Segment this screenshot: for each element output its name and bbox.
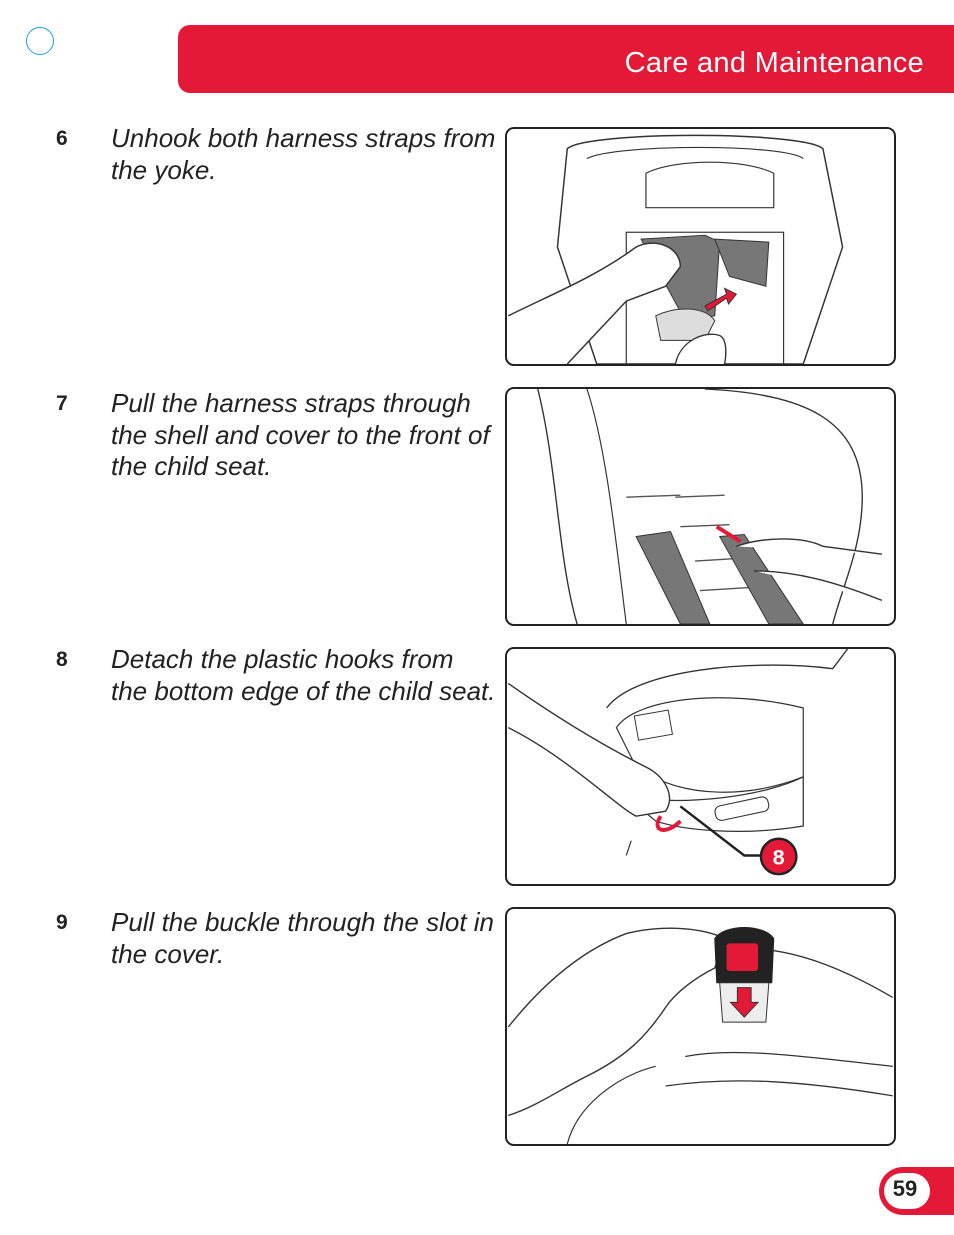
- illustration-seat-front: [507, 389, 894, 624]
- step-number: 7: [56, 392, 68, 415]
- figure-pull-buckle: [505, 907, 896, 1146]
- step-number: 9: [56, 911, 68, 934]
- illustration-yoke: [507, 129, 894, 364]
- step-instruction: Pull the buckle through the slot in the cover.: [111, 907, 495, 969]
- illustration-seat-bottom: [507, 649, 894, 884]
- step-number: 6: [56, 127, 68, 150]
- step-instruction: Unhook both harness straps from the yoke.: [111, 123, 496, 185]
- figure-detach-hooks: [505, 647, 896, 886]
- step-instruction: Pull the harness straps through the shell and cover to the front of the child seat.: [111, 388, 490, 481]
- figure-unhook-straps: [505, 127, 896, 366]
- page-number: 59: [892, 1176, 918, 1201]
- illustration-buckle: [507, 909, 894, 1144]
- callout-label: 8: [772, 844, 785, 870]
- corner-circle-mark: [26, 27, 54, 55]
- step-instruction: Detach the plastic hooks from the bottom edge of the child seat.: [111, 644, 496, 706]
- section-title: Care and Maintenance: [624, 47, 924, 79]
- step-number: 8: [56, 648, 68, 671]
- figure-pull-straps: [505, 387, 896, 626]
- section-header-band: [178, 25, 954, 93]
